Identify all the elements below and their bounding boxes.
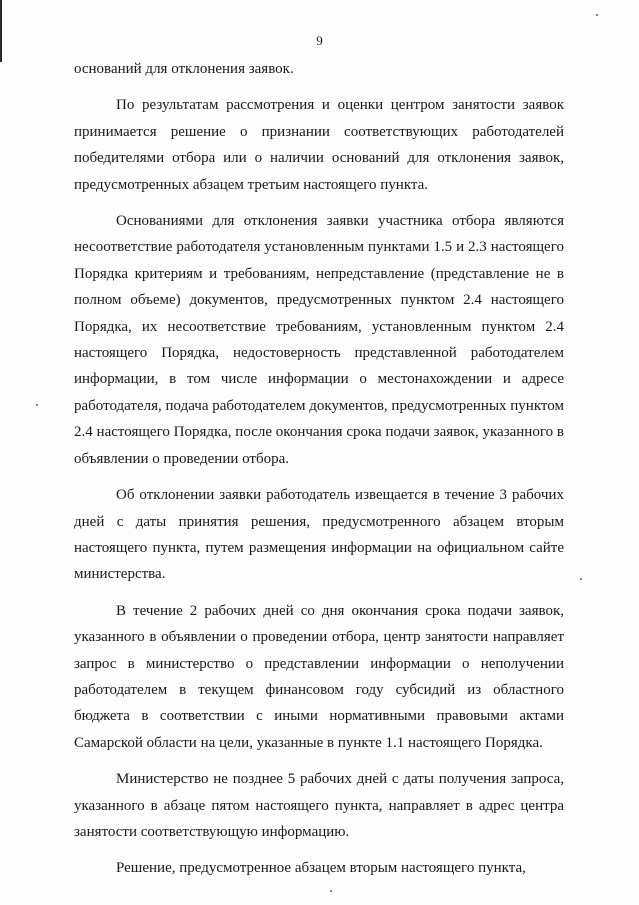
scan-speck xyxy=(596,14,598,16)
scan-edge-mark xyxy=(0,0,2,62)
paragraph-ministry-request: В течение 2 рабочих дней со дня окончания срока подачи заявок, указанного в объявлении о проведении отбора, центр занятости направляет запрос в министерство о представлении информации о неполучении работодателем в текущем финансовом году субсидий из областного бюджета в соответствии с иными нормативными правовыми актами Самарской области на цели, указанные в пункте 1.1 настоящего Порядка. xyxy=(74,602,564,751)
paragraph-continuation: оснований для отклонения заявок. xyxy=(74,61,294,77)
scan-speck xyxy=(330,890,332,892)
paragraph-rejection-notice: Об отклонении заявки работодатель извещается в течение 3 рабочих дней с даты принятия решения, предусмотренного абзацем вторым настоящего пункта, путем размещения информации на официальном сайте министерства. xyxy=(74,487,564,583)
paragraph-ministry-response: Министерство не позднее 5 рабочих дней с даты получения запроса, указанного в абзаце пятом настоящего пункта, направляет в адрес центра занятости соответствующую информацию. xyxy=(74,771,564,840)
document-body xyxy=(74,56,564,892)
paragraph-decision: По результатам рассмотрения и оценки центром занятости заявок принимается решение о признании соответствующих работодателей победителями отбора или о наличии оснований для отклонения заявок, предусмотренных абзацем третьим настоящего пункта. xyxy=(74,97,564,193)
page-number: 9 xyxy=(316,33,323,48)
scan-speck xyxy=(580,578,582,580)
paragraph-rejection-grounds: Основаниями для отклонения заявки участника отбора являются несоответствие работодателя установленным пунктами 1.5 и 2.3 настоящего Порядка критериям и требованиям, непредставление (представление не в полном объеме) документов, предусмотренных пунктом 2.4 настоящего Порядка, их несоответствие требованиям, установленным пунктом 2.4 настоящего Порядка, недостоверность представленной работодателем информации, в том числе информации о местонахождении и адресе работодателя, подача работодателем документов, предусмотренных пунктом 2.4 настоящего Порядка, после окончания срока подачи заявок, указанного в объявлении о проведении отбора. xyxy=(74,213,564,467)
paragraph-decision-continued: Решение, предусмотренное абзацем вторым настоящего пункта, xyxy=(116,860,526,877)
scan-speck xyxy=(36,404,38,406)
